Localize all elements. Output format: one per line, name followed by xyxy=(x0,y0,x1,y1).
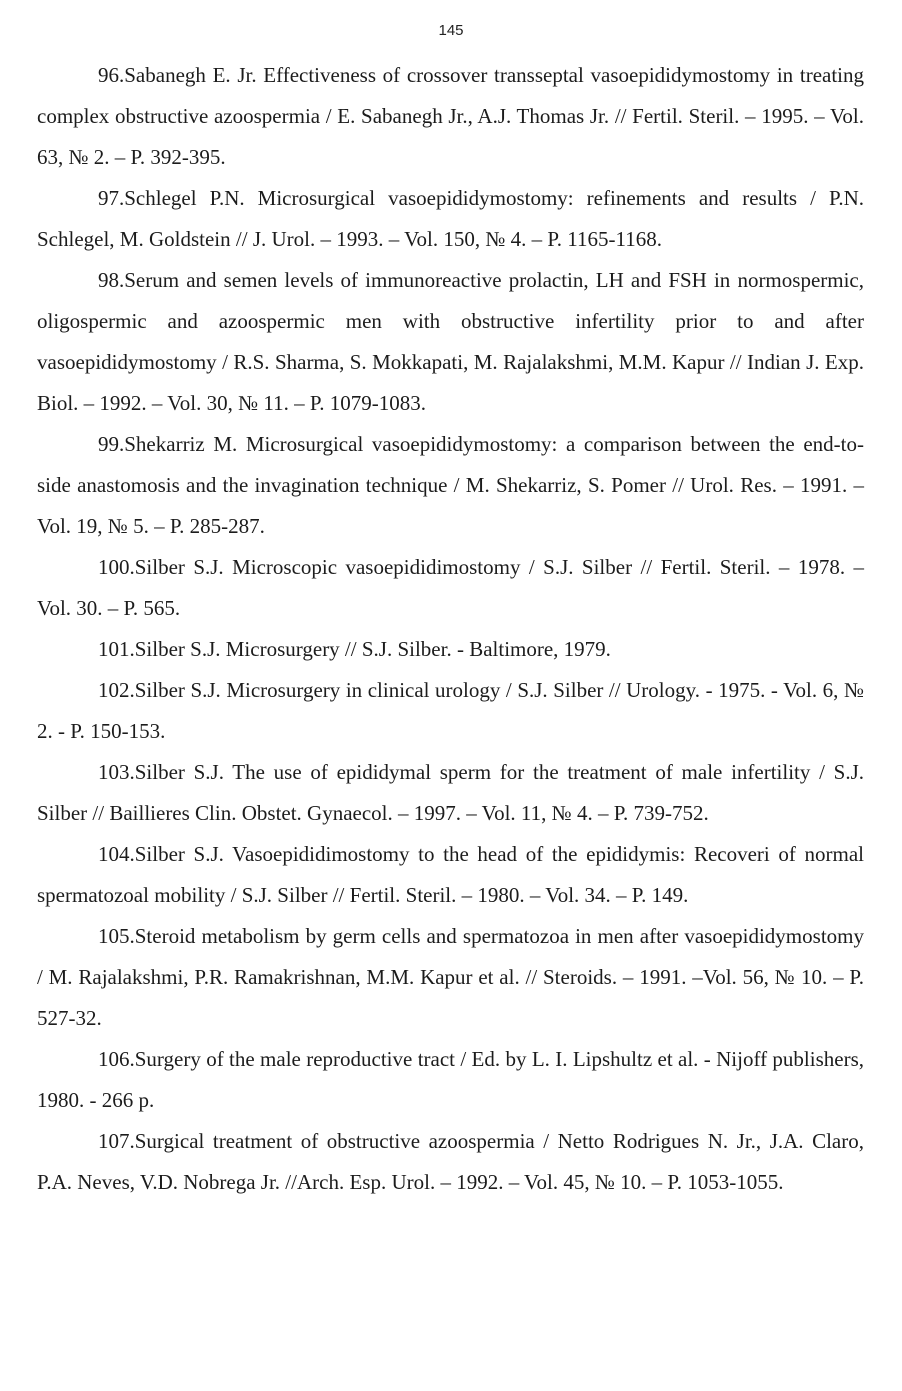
reference-item: 96.Sabanegh E. Jr. Effectiveness of crossover transseptal vasoepididymostomy in treating complex obstructive azoospermia / E. Sabanegh Jr., A.J. Thomas Jr. // Fertil. Steril. – 1995. – Vol. 63, № 2. – P. 392-395. xyxy=(37,63,864,169)
reference-item: 104.Silber S.J. Vasoepididimostomy to the head of the epididymis: Recoveri of normal spermatozoal mobility / S.J. Silber // Fertil. Steril. – 1980. – Vol. 34. – P. 149. xyxy=(37,842,864,907)
reference-item: 103.Silber S.J. The use of epididymal sperm for the treatment of male infertility / S.J. Silber // Baillieres Clin. Obstet. Gynaecol. – 1997. – Vol. 11, № 4. – P. 739-752. xyxy=(37,760,864,825)
reference-item: 101.Silber S.J. Microsurgery // S.J. Silber. - Baltimore, 1979. xyxy=(98,637,611,661)
reference-item: 97.Schlegel P.N. Microsurgical vasoepididymostomy: refinements and results / P.N. Schlegel, M. Goldstein // J. Urol. – 1993. – Vol. 150, № 4. – P. 1165-1168. xyxy=(37,186,864,251)
reference-item: 100.Silber S.J. Microscopic vasoepididimostomy / S.J. Silber // Fertil. Steril. – 1978. – Vol. 30. – P. 565. xyxy=(37,555,864,620)
reference-item: 107.Surgical treatment of obstructive azoospermia / Netto Rodrigues N. Jr., J.A. Claro, P.A. Neves, V.D. Nobrega Jr. //Arch. Esp. Urol. – 1992. – Vol. 45, № 10. – P. 1053-1055. xyxy=(37,1129,864,1194)
reference-item: 99.Shekarriz M. Microsurgical vasoepididymostomy: a comparison between the end-to-side anastomosis and the invagination technique / M. Shekarriz, S. Pomer // Urol. Res. – 1991. – Vol. 19, № 5. – P. 285-287. xyxy=(37,432,864,538)
reference-item: 102.Silber S.J. Microsurgery in clinical urology / S.J. Silber // Urology. - 1975. - Vol. 6, № 2. - P. 150-153. xyxy=(37,678,864,743)
reference-item: 105.Steroid metabolism by germ cells and spermatozoa in men after vasoepididymostomy / M. Rajalakshmi, P.R. Ramakrishnan, M.M. Kapur et al. // Steroids. – 1991. –Vol. 56, № 10. – P. 527-32. xyxy=(37,924,864,1030)
reference-item: 98.Serum and semen levels of immunoreactive prolactin, LH and FSH in normospermic, oligospermic and azoospermic men with obstructive infertility prior to and after vasoepididymostomy / R.S. Sharma, S. Mokkapati, M. Rajalakshmi, M.M. Kapur // Indian J. Exp. Biol. – 1992. – Vol. 30, № 11. – P. 1079-1083. xyxy=(37,268,864,415)
reference-item: 106.Surgery of the male reproductive tract / Ed. by L. I. Lipshultz et al. - Nijoff publishers, 1980. - 266 p. xyxy=(37,1047,864,1112)
reference-list xyxy=(37,55,864,1203)
page-number: 145 xyxy=(438,22,464,39)
